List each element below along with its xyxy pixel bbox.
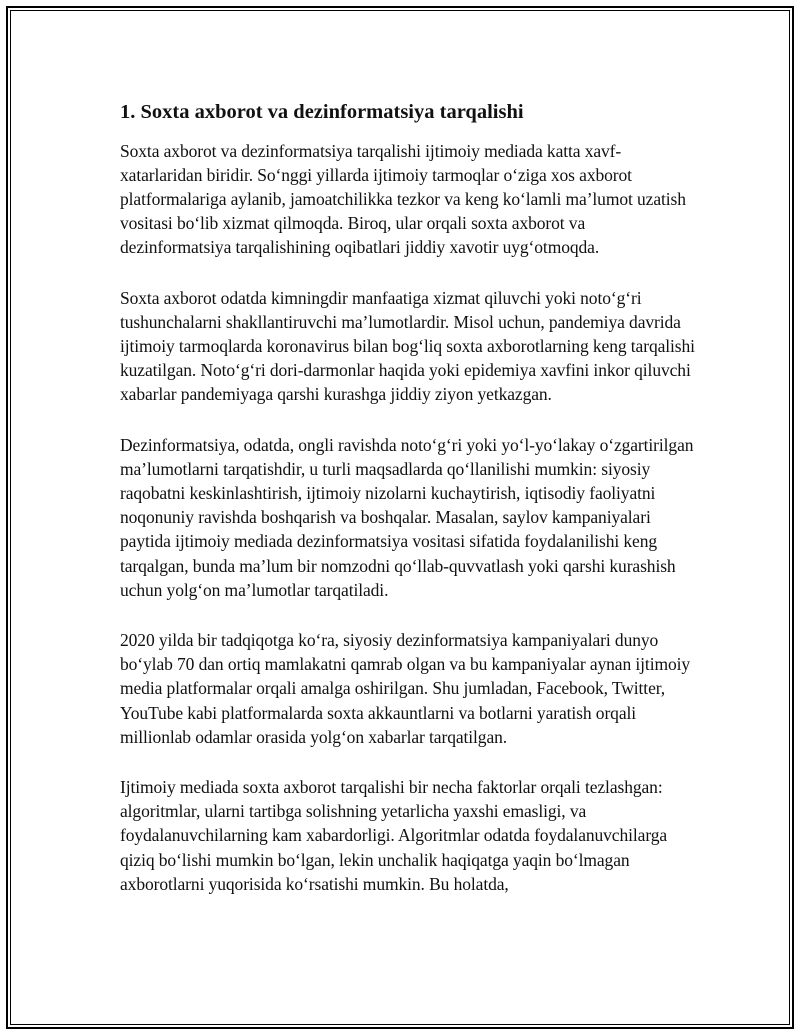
paragraph-4: 2020 yilda bir tadqiqotga ko‘ra, siyosiy dezinformatsiya kampaniyalari dunyo bo‘ylab 70 dan ortiq mamlakatni qamrab olgan va bu kampaniyalar aynan ijtimoiy media platformalar orqali amalga oshirilgan. Shu jumladan, Facebook, Twitter, YouTube kabi platformalarda soxta akkauntlarni va botlarni yaratish orqali millionlab odamlar orasida yolg‘on xabarlar tarqatilgan. bbox=[120, 630, 691, 747]
page-frame bbox=[6, 6, 794, 1029]
paragraph-3: Dezinformatsiya, odatda, ongli ravishda noto‘g‘ri yoki yo‘l-yo‘lakay o‘zgartirilgan ma’lumotlarni tarqatishdir, u turli maqsadlarda qo‘llanilishi mumkin: siyosiy raqobatni keskinlashtirish, ijtimoiy nizolarni kuchaytirish, iqtisodiy faoliyatni noqonuniy ravishda boshqarish va boshqalar. Masalan, saylov kampaniyalari paytida ijtimoiy mediada dezinformatsiya vositasi sifatida foydalanilishi keng tarqalgan, bunda ma’lum bir nomzodni qo‘llab-quvvatlash yoki qarshi kurashish uchun yolg‘on ma’lumotlar tarqatiladi. bbox=[120, 434, 694, 600]
section-heading: 1. Soxta axborot va dezinformatsiya tarqalishi bbox=[120, 101, 524, 123]
paragraph-1: Soxta axborot va dezinformatsiya tarqalishi ijtimoiy mediada katta xavf-xatarlaridan biridir. So‘nggi yillarda ijtimoiy tarmoqlar o‘ziga xos axborot platformalariga aylanib, jamoatchilikka tezkor va keng ko‘lamli ma’lumot uzatish vositasi bo‘lib xizmat qilmoqda. Biroq, ular orqali soxta axborot va dezinformatsiya tarqalishining oqibatlari jiddiy xavotir uyg‘otmoqda. bbox=[120, 140, 686, 258]
paragraph-5: Ijtimoiy mediada soxta axborot tarqalishi bir necha faktorlar orqali tezlashgan: algoritmlar, ularni tartibga solishning yetarlicha yaxshi emasligi, va foydalanuvchilarning kam xabardorligi. Algoritmlar odatda foydalanuvchilarga qiziq bo‘lishi mumkin bo‘lgan, lekin unchalik haqiqatga yaqin bo‘lmagan axborotlarni yuqorisida ko‘rsatishi mumkin. Bu holatda, bbox=[120, 777, 668, 894]
document-body bbox=[120, 100, 700, 922]
paragraph-2: Soxta axborot odatda kimningdir manfaatiga xizmat qiluvchi yoki noto‘g‘ri tushunchalarni shakllantiruvchi ma’lumotlardir. Misol uchun, pandemiya davrida ijtimoiy tarmoqlarda koronavirus bilan bog‘liq soxta axborotlarning keng tarqalishi kuzatilgan. Noto‘g‘ri dori-darmonlar haqida yoki epidemiya xavfini inkor qiluvchi xabarlar pandemiyaga qarshi kurashga jiddiy ziyon yetkazgan. bbox=[120, 287, 695, 405]
